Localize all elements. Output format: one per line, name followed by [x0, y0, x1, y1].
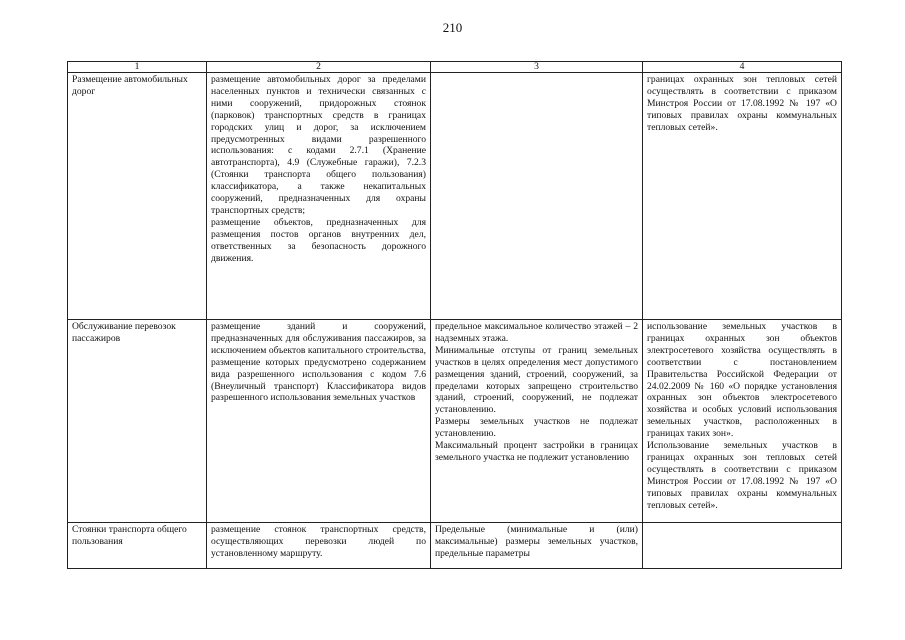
paragraph: Максимальный процент застройки в границах земельного участка не подлежит установлению: [435, 440, 638, 463]
paragraph: предельное максимальное количество этажей – 2 надземных этажа.: [435, 321, 638, 344]
paragraph: размещение объектов, предназначенных для размещения постов органов внутренних дел, ответственных за безопасность дорожного движения.: [211, 216, 426, 264]
land-use-table: [67, 61, 842, 569]
restrictions: [643, 320, 842, 523]
table-row: [68, 73, 842, 320]
paragraph: размещение стоянок транспортных средств, осуществляющих перевозки людей по установленному маршруту.: [211, 524, 426, 559]
restrictions: [643, 73, 842, 320]
header-row: [68, 62, 842, 73]
parameters: [431, 320, 643, 523]
column-header-4: 4: [643, 62, 842, 73]
paragraph: Использование земельных участков в границах охранных зон тепловых сетей осуществлять в соответствии с приказом Минстроя России от 17.08.1992 № 197 «О типовых правилах охраны коммунальных тепловых сетей».: [647, 440, 837, 511]
parameters: [431, 523, 643, 569]
paragraph: Размеры земельных участков не подлежат установлению.: [435, 416, 638, 440]
use-description: [207, 523, 431, 569]
table-row: [68, 320, 842, 523]
use-description: [207, 320, 431, 523]
page-number: 210: [442, 20, 463, 35]
use-description: [207, 73, 431, 320]
parameters: [431, 73, 643, 320]
paragraph: размещение автомобильных дорог за пределами населенных пунктов и технически связанных с ними сооружений, придорожных стоянок (парковок) транспортных средств в границах городских улиц и дорог, за исключением предусмотренных видами разрешенного использования: с кодами 2.7.1 (Хранение автотранспорта), 4.9 (Служебные гаражи), 7.2.3 (Стоянки транспорта общего пользования) классификатора, а также некапитальных сооружений, предназначенных для охраны транспортных средств;: [211, 74, 426, 216]
column-header-1: 1: [68, 62, 207, 73]
paragraph: Минимальные отступы от границ земельных участков в целях определения мест допустимого размещения зданий, строений, сооружений, за пределами которых запрещено строительство зданий, строений, сооружений, не подлежат установлению.: [435, 344, 638, 416]
table-row: [68, 523, 842, 569]
use-type-name: Размещение автомобильных дорог: [68, 73, 207, 320]
use-type-name: Обслуживание перевозок пассажиров: [68, 320, 207, 523]
use-type-name: Стоянки транспорта общего пользования: [68, 523, 207, 569]
restrictions: [643, 523, 842, 569]
paragraph: границах охранных зон тепловых сетей осуществлять в соответствии с приказом Минстроя России от 17.08.1992 № 197 «О типовых правилах охраны коммунальных тепловых сетей».: [647, 74, 837, 133]
paragraph: размещение зданий и сооружений, предназначенных для обслуживания пассажиров, за исключением объектов капитального строительства, размещение которых предусмотрено содержанием вида разрешенного использования с кодом 7.6 (Внеуличный транспорт) Классификатора видов разрешенного использования земельных участков: [211, 321, 426, 404]
column-header-2: 2: [207, 62, 431, 73]
paragraph: использование земельных участков в границах охранных зон объектов электросетевого хозяйства осуществлять в соответствии с постановлением Правительства Российской Федерации от 24.02.2009 № 160 «О порядке установления охранных зон объектов электросетевого хозяйства и особых условий использования земельных участков, расположенных в границах таких зон».: [647, 321, 837, 440]
column-header-3: 3: [431, 62, 643, 73]
paragraph: Предельные (минимальные и (или) максимальные) размеры земельных участков, предельные параметры: [435, 524, 638, 559]
